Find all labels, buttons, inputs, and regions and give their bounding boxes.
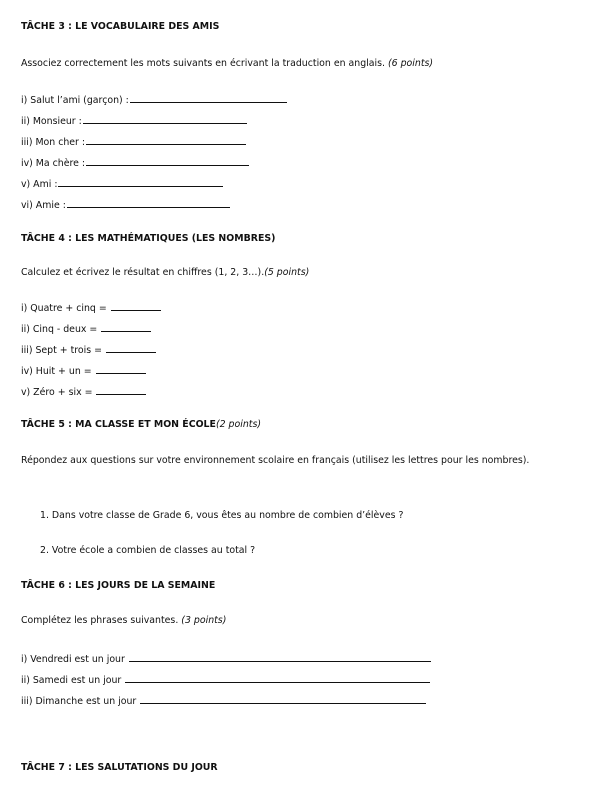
task3-instruction: [21, 58, 433, 69]
task6-points: (3 points): [181, 615, 227, 626]
task5-question: 2. Votre école a combien de classes au total ?: [40, 545, 256, 556]
task4-points: (5 points): [264, 267, 310, 278]
task3-item: [21, 199, 230, 211]
task4-item: [21, 323, 151, 335]
answer-blank[interactable]: [58, 178, 223, 187]
task5-title: TÂCHE 5 : MA CLASSE ET MON ÉCOLE: [21, 419, 216, 430]
task3-title: TÂCHE 3 : LE VOCABULAIRE DES AMIS: [21, 21, 220, 32]
answer-blank[interactable]: [83, 115, 247, 124]
item-label: v) Ami :: [21, 179, 58, 190]
task6-title: TÂCHE 6 : LES JOURS DE LA SEMAINE: [21, 580, 216, 591]
answer-blank[interactable]: [101, 323, 151, 332]
task6-item: [21, 653, 431, 665]
task3-points: (6 points): [387, 58, 434, 69]
task4-item: [21, 386, 146, 398]
answer-blank[interactable]: [106, 344, 156, 353]
item-label: iv) Ma chère :: [21, 158, 86, 169]
answer-blank[interactable]: [96, 386, 146, 395]
answer-blank[interactable]: [129, 653, 431, 662]
task5-points: (2 points): [215, 419, 261, 430]
answer-blank[interactable]: [67, 199, 230, 208]
item-label: i) Quatre + cinq =: [21, 303, 107, 314]
task3-item: [21, 157, 249, 169]
task5-title-line: [21, 419, 261, 430]
item-label: i) Vendredi est un jour: [21, 654, 125, 665]
task3-instruction-text: Associez correctement les mots suivants en écrivant la traduction en anglais.: [21, 58, 385, 69]
answer-blank[interactable]: [86, 136, 246, 145]
task4-instruction-text: Calculez et écrivez le résultat en chiffres (1, 2, 3…).: [21, 267, 265, 278]
task3-item: [21, 94, 287, 106]
task3-item: [21, 115, 247, 127]
item-label: ii) Cinq - deux =: [21, 324, 98, 335]
task6-instruction: [21, 615, 226, 626]
task3-item: [21, 136, 246, 148]
task7-title: TÂCHE 7 : LES SALUTATIONS DU JOUR: [21, 762, 218, 773]
item-label: i) Salut l’ami (garçon) :: [21, 95, 129, 106]
task6-item: [21, 695, 426, 707]
item-label: ii) Samedi est un jour: [21, 675, 122, 686]
task4-item: [21, 302, 161, 314]
answer-blank[interactable]: [125, 674, 430, 683]
answer-blank[interactable]: [86, 157, 249, 166]
task4-item: [21, 365, 146, 377]
task3-item: [21, 178, 223, 190]
task5-instruction: Répondez aux questions sur votre environnement scolaire en français (utilisez les lettres pour les nombres).: [21, 455, 530, 466]
answer-blank[interactable]: [96, 365, 146, 374]
task4-instruction: [21, 267, 309, 278]
task4-item: [21, 344, 156, 356]
item-label: iii) Dimanche est un jour: [21, 696, 137, 707]
answer-blank[interactable]: [111, 302, 161, 311]
item-label: ii) Monsieur :: [21, 116, 82, 127]
task6-instruction-text: Complétez les phrases suivantes.: [21, 615, 179, 626]
item-label: vi) Amie :: [21, 200, 66, 211]
answer-blank[interactable]: [130, 94, 287, 103]
answer-blank[interactable]: [140, 695, 426, 704]
task4-title: TÂCHE 4 : LES MATHÉMATIQUES (LES NOMBRES): [21, 233, 276, 244]
task6-item: [21, 674, 430, 686]
task5-question: 1. Dans votre classe de Grade 6, vous êtes au nombre de combien d’élèves ?: [40, 510, 404, 521]
item-label: iii) Sept + trois =: [21, 345, 102, 356]
item-label: v) Zéro + six =: [21, 387, 93, 398]
item-label: iii) Mon cher :: [21, 137, 86, 148]
item-label: iv) Huit + un =: [21, 366, 92, 377]
